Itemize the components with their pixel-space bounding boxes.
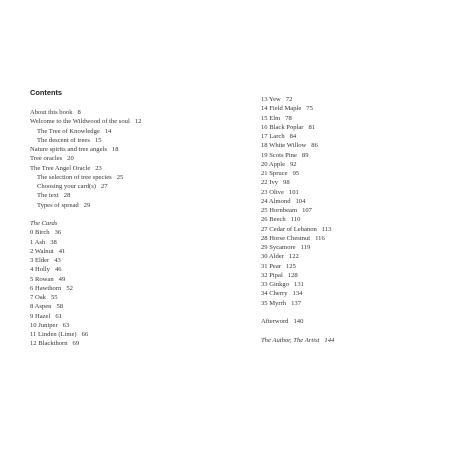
toc-entry — [261, 197, 431, 206]
toc-entry — [30, 284, 230, 293]
toc-entry-title: 3 Elder — [30, 257, 50, 264]
toc-page-number: 128 — [287, 271, 298, 279]
toc-entry — [30, 228, 230, 237]
toc-page-number: 144 — [324, 336, 335, 344]
contents-heading: Contents — [30, 88, 63, 97]
toc-entry-title: Choosing your card(s) — [37, 183, 96, 190]
toc-entry-title: 35 Myrrh — [261, 299, 287, 307]
toc-entry-title: 29 Sycamore — [261, 244, 296, 251]
toc-page-number: 27 — [100, 183, 108, 190]
toc-column-left — [30, 108, 230, 349]
toc-entry — [261, 336, 431, 345]
toc-entry — [261, 188, 431, 197]
toc-page-number: 95 — [292, 170, 300, 177]
toc-entry-title: 34 Cherry — [261, 290, 288, 298]
toc-entry-title: 18 White Willow — [261, 142, 307, 150]
toc-entry-title: 24 Almond — [261, 197, 291, 205]
toc-entry-title: 13 Yew — [261, 96, 281, 103]
toc-entry-title: 4 Holly — [30, 266, 50, 274]
toc-entry — [261, 206, 431, 215]
toc-entry — [30, 275, 230, 284]
toc-page-number: 89 — [301, 151, 309, 159]
toc-page-number: 36 — [54, 229, 62, 237]
toc-subentry — [30, 182, 230, 191]
toc-page-number: 8 — [77, 109, 81, 116]
toc-entry-title: 14 Field Maple — [261, 105, 302, 113]
toc-page-number: 14 — [104, 127, 112, 135]
toc-entry — [261, 289, 431, 298]
toc-entry-title: 12 Blackthorn — [30, 340, 68, 348]
toc-entry-title: 5 Rowan — [30, 275, 54, 283]
toc-page-number: 86 — [311, 142, 318, 150]
toc-page-number: 69 — [72, 340, 80, 348]
toc-page-number: 29 — [83, 201, 91, 209]
toc-page-number: 23 — [95, 164, 102, 172]
toc-subentry — [30, 127, 230, 136]
toc-entry — [261, 104, 431, 113]
toc-entry-title: The Cards — [30, 220, 58, 227]
toc-subentry — [30, 191, 230, 200]
toc-page-number: 46 — [54, 266, 62, 274]
toc-entry-title: 1 Ash — [30, 238, 46, 246]
toc-entry — [30, 117, 230, 126]
toc-entry-title: 7 Oak — [30, 294, 46, 301]
toc-page-number: 49 — [58, 275, 66, 283]
toc-page-number: 38 — [50, 238, 57, 246]
toc-entry-title: Tree oracles — [30, 155, 63, 163]
toc-spacer — [261, 308, 431, 317]
toc-entry — [30, 247, 230, 256]
toc-entry-title: Types of spread — [37, 201, 79, 209]
toc-entry-title: 30 Alder — [261, 253, 284, 261]
toc-page-number: 18 — [111, 146, 119, 153]
toc-entry — [261, 252, 431, 261]
toc-page-number: 12 — [134, 118, 142, 126]
toc-page-number: 20 — [67, 155, 74, 163]
toc-entry-title: 6 Hawthorn — [30, 284, 62, 292]
toc-page-number: 75 — [306, 105, 313, 113]
toc-page-number: 107 — [302, 207, 312, 214]
toc-page-number: 119 — [300, 244, 311, 251]
toc-page-number: 55 — [50, 294, 58, 301]
toc-subentry — [30, 201, 230, 210]
toc-entry-title: 9 Hazel — [30, 312, 51, 320]
toc-entry-title: 19 Scots Pine — [261, 151, 297, 159]
toc-page-number: 101 — [288, 188, 299, 196]
toc-page-number: 81 — [308, 123, 316, 131]
toc-entry — [261, 225, 431, 234]
toc-spacer — [30, 210, 230, 219]
toc-entry-title: The Tree Angel Oracle — [30, 164, 91, 172]
toc-entry-title: 26 Beech — [261, 216, 286, 224]
toc-page-number: 52 — [66, 284, 73, 292]
toc-page-number: 116 — [315, 234, 325, 242]
toc-entry-title: Nature spirits and tree angels — [30, 146, 107, 153]
toc-entry-title: 21 Spruce — [261, 170, 288, 177]
toc-entry — [261, 132, 431, 141]
toc-page-number: 134 — [292, 290, 303, 298]
toc-entry — [30, 154, 230, 163]
toc-entry-title: 32 Pipal — [261, 271, 283, 279]
toc-page-number: 28 — [63, 192, 71, 200]
toc-entry — [30, 302, 230, 311]
toc-entry — [30, 108, 230, 117]
toc-entry-title: The text — [37, 192, 59, 200]
toc-page-number: 113 — [321, 225, 332, 233]
toc-entry — [30, 145, 230, 154]
toc-page-number: 92 — [290, 160, 297, 168]
toc-entry-title: 33 Ginkgo — [261, 281, 290, 288]
toc-entry-title: Afterword — [261, 318, 289, 325]
toc-entry — [30, 256, 230, 265]
toc-spacer — [261, 326, 431, 335]
toc-entry — [261, 271, 431, 280]
toc-entry-title: 10 Juniper — [30, 321, 58, 329]
toc-entry — [261, 299, 431, 308]
toc-entry — [261, 178, 431, 187]
toc-page-number: 84 — [289, 133, 297, 140]
toc-entry — [261, 160, 431, 169]
toc-entry — [261, 114, 431, 123]
toc-entry — [30, 219, 230, 228]
toc-page-number: 104 — [295, 197, 306, 205]
toc-entry-title: 17 Larch — [261, 133, 285, 140]
toc-page-number: 63 — [62, 321, 70, 329]
toc-entry — [30, 265, 230, 274]
toc-entry — [30, 330, 230, 339]
toc-entry-title: The selection of tree species — [37, 173, 112, 181]
toc-entry-title: 23 Olive — [261, 188, 284, 196]
toc-subentry — [30, 173, 230, 182]
toc-entry — [261, 317, 431, 326]
toc-entry — [261, 215, 431, 224]
toc-entry-title: 2 Walnut — [30, 247, 54, 255]
toc-entry-title: 0 Birch — [30, 229, 50, 237]
toc-entry-title: 31 Pear — [261, 262, 281, 270]
toc-page-number: 122 — [288, 253, 299, 261]
toc-entry — [30, 293, 230, 302]
toc-page-number: 137 — [291, 299, 301, 307]
toc-entry-title: 15 Elm — [261, 114, 281, 122]
toc-entry-title: 11 Linden (Lime) — [30, 331, 77, 338]
toc-entry-title: Welcome to the Wildwood of the soul — [30, 118, 130, 126]
toc-entry — [261, 151, 431, 160]
toc-page-number: 110 — [290, 216, 301, 224]
toc-entry-title: 20 Apple — [261, 160, 285, 168]
toc-page-number: 66 — [81, 331, 89, 338]
toc-entry — [30, 164, 230, 173]
toc-entry — [30, 238, 230, 247]
toc-page-number: 15 — [94, 136, 102, 144]
toc-entry-title: 8 Aspen — [30, 303, 52, 311]
toc-entry — [261, 262, 431, 271]
toc-page-number: 41 — [58, 247, 66, 255]
toc-entry — [261, 234, 431, 243]
toc-entry — [261, 95, 431, 104]
toc-page-number: 125 — [285, 262, 296, 270]
toc-page-number: 43 — [54, 257, 61, 264]
toc-entry — [261, 123, 431, 132]
toc-subentry — [30, 136, 230, 145]
toc-entry — [30, 339, 230, 348]
toc-entry-title: 16 Black Poplar — [261, 123, 304, 131]
toc-entry-title: 25 Hornbeam — [261, 207, 298, 214]
toc-page-number: 61 — [55, 312, 62, 320]
toc-page-number: 98 — [283, 179, 290, 187]
toc-entry — [30, 312, 230, 321]
toc-page-number: 78 — [285, 114, 292, 122]
toc-entry — [261, 243, 431, 252]
toc-entry — [261, 169, 431, 178]
toc-entry — [261, 141, 431, 150]
toc-entry-title: The descent of trees — [37, 136, 90, 144]
toc-page-number: 131 — [294, 281, 304, 288]
toc-entry-title: The Author, The Artist — [261, 336, 320, 344]
toc-entry-title: 22 Ivy — [261, 179, 279, 187]
toc-entry-title: 27 Cedar of Lebanon — [261, 225, 317, 233]
toc-page-number: 72 — [285, 96, 293, 103]
toc-entry — [261, 280, 431, 289]
toc-column-right — [261, 95, 431, 345]
toc-entry-title: 28 Horse Chestnut — [261, 234, 311, 242]
toc-entry — [30, 321, 230, 330]
toc-page-number: 140 — [293, 318, 304, 325]
toc-entry-title: The Tree of Knowledge — [37, 127, 100, 135]
toc-page-number: 58 — [56, 303, 64, 311]
toc-page-number: 25 — [116, 173, 124, 181]
toc-entry-title: About this book — [30, 109, 73, 116]
